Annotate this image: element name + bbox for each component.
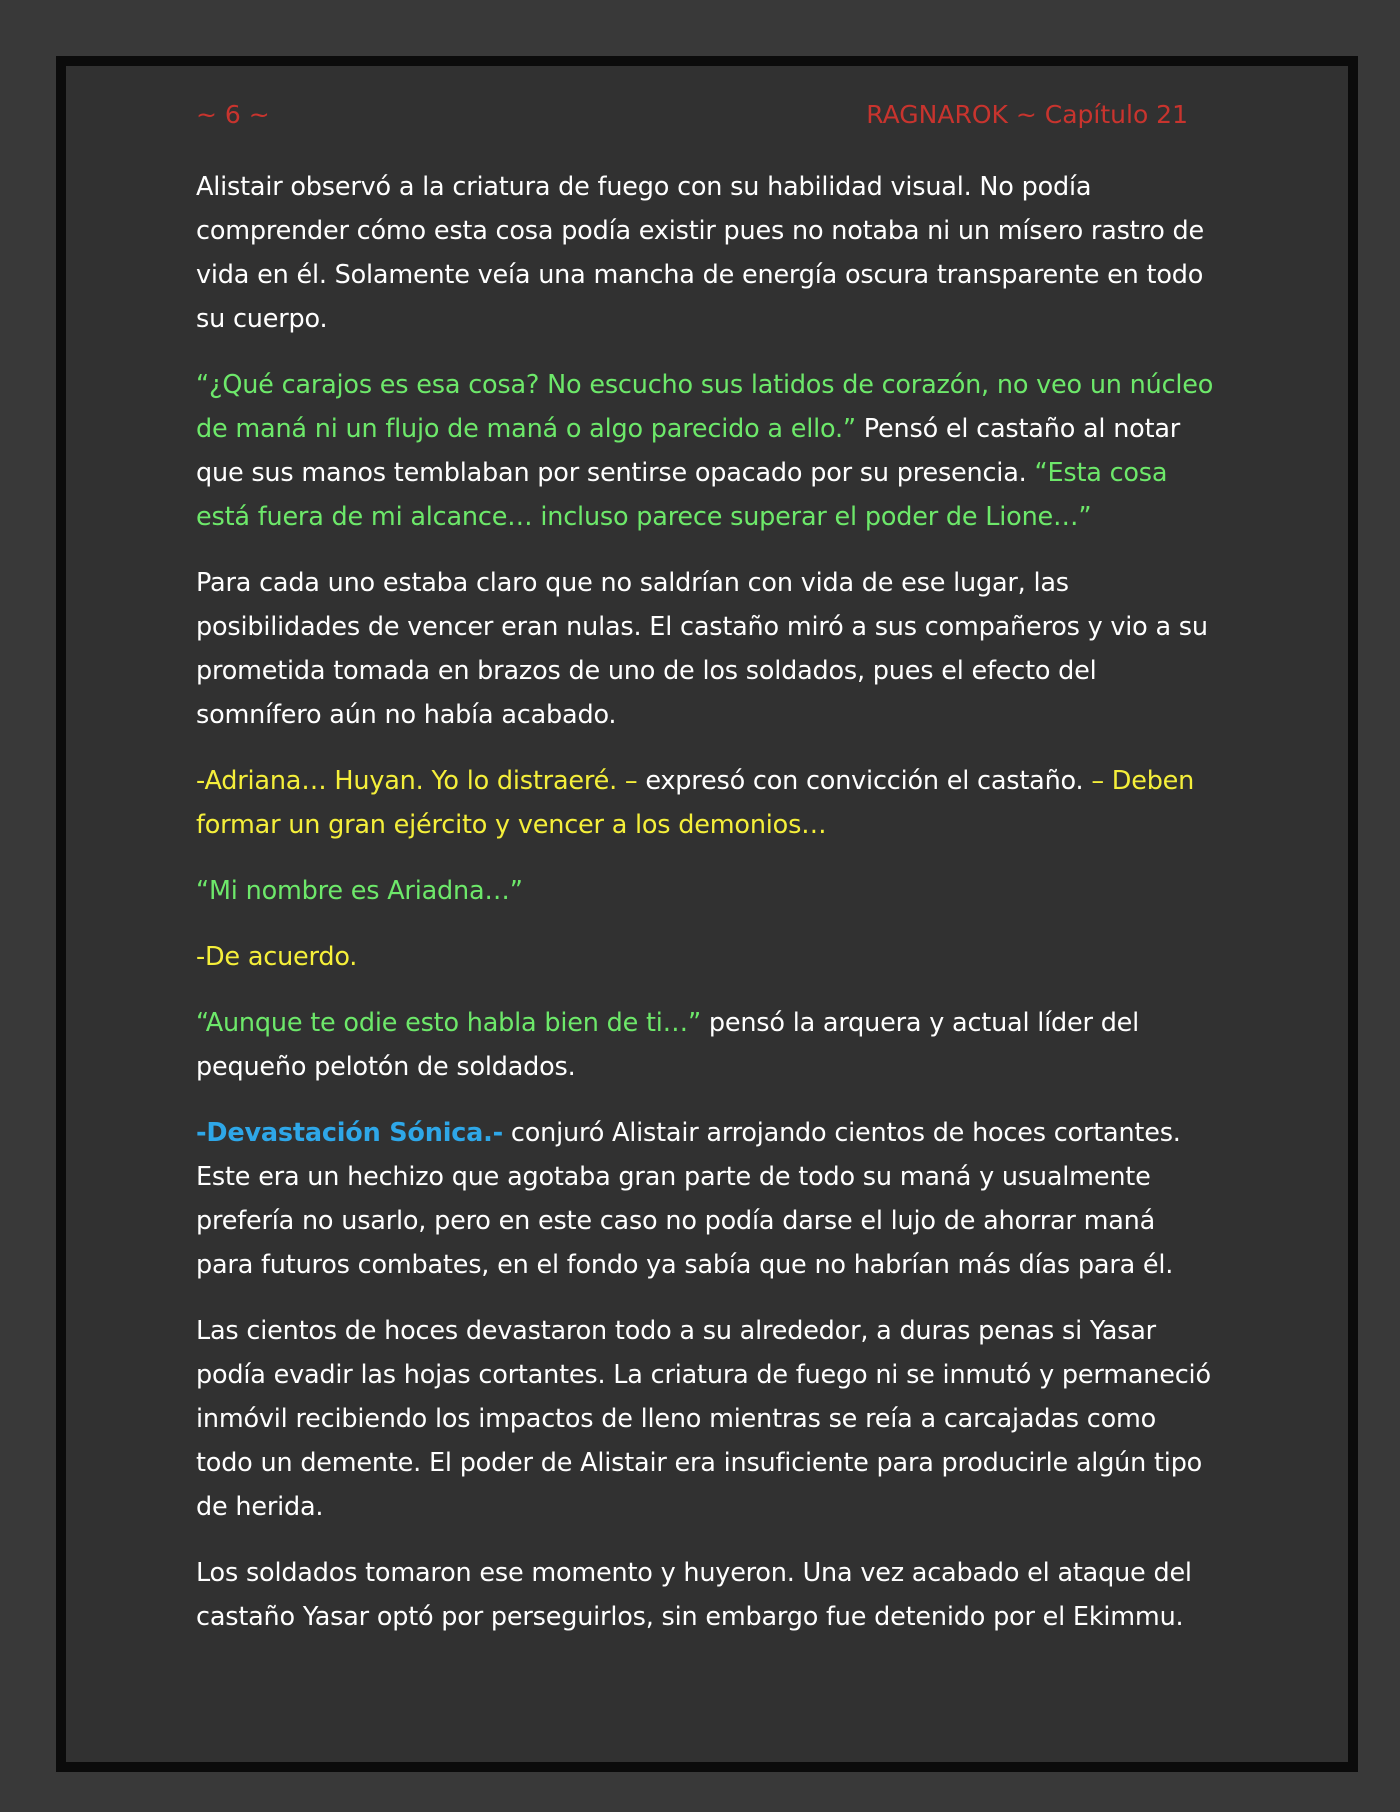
paragraph-2 (196, 363, 1214, 539)
paragraph-9 (196, 1309, 1214, 1529)
narration-text: conjuró Alistair arrojando cientos de hoces cortantes. Este era un hechizo que agotaba gran parte de todo su maná y usualmente prefería no usarlo, pero en este caso no podía darse el lujo de ahorrar maná para futuros combates, en el fondo ya sabía que no habrían más días para él. (196, 1118, 1181, 1280)
narration-text: Las cientos de hoces devastaron todo a su alrededor, a duras penas si Yasar podía evadir las hojas cortantes. La criatura de fuego ni se inmutó y permaneció inmóvil recibiendo los impactos de lleno mientras se reía a carcajadas como todo un demente. El poder de Alistair era insuficiente para producirle algún tipo de herida. (196, 1316, 1211, 1522)
spell-name-text: -Devastación Sónica.- (196, 1118, 504, 1148)
narration-text: Para cada uno estaba claro que no saldrían con vida de ese lugar, las posibilidades de vencer eran nulas. El castaño miró a sus compañeros y vio a su prometida tomada en brazos de uno de los soldados, pues el efecto del somnífero aún no había acabado. (196, 568, 1208, 730)
paragraph-5 (196, 869, 1214, 913)
narration-text: Alistair observó a la criatura de fuego con su habilidad visual. No podía comprender cómo esta cosa podía existir pues no notaba ni un mísero rastro de vida en él. Solamente veía una mancha de energía oscura transparente en todo su cuerpo. (196, 172, 1204, 334)
page-number: ~ 6 ~ (196, 100, 270, 129)
running-title: RAGNAROK ~ Capítulo 21 (866, 100, 1188, 129)
dialogue-text: -De acuerdo. (196, 942, 358, 972)
narration-text: expresó con convicción el castaño. (637, 766, 1092, 796)
paragraph-6 (196, 935, 1214, 979)
paragraph-7 (196, 1001, 1214, 1089)
thought-text: “Esta cosa está fuera de mi alcance… incluso parece superar el poder de Lione…” (196, 458, 1168, 532)
page-header (196, 100, 1188, 140)
thought-text: “Aunque te odie esto habla bien de ti…” (196, 1008, 701, 1038)
thought-text: “Mi nombre es Ariadna…” (196, 876, 523, 906)
paragraph-4 (196, 759, 1214, 847)
chapter-text (196, 165, 1214, 1661)
paragraph-10 (196, 1551, 1214, 1639)
dialogue-text: – Deben formar un gran ejército y vencer a los demonios… (196, 766, 1195, 840)
narration-text: pensó la arquera y actual líder del pequeño pelotón de soldados. (196, 1008, 1140, 1082)
narration-text: Pensó el castaño al notar que sus manos temblaban por sentirse opacado por su presencia. (196, 414, 1181, 488)
paragraph-8 (196, 1111, 1214, 1287)
book-page (56, 56, 1358, 1772)
paragraph-1 (196, 165, 1214, 341)
dialogue-text: -Adriana… Huyan. Yo lo distraeré. – (196, 766, 638, 796)
paragraph-3 (196, 561, 1214, 737)
narration-text: Los soldados tomaron ese momento y huyeron. Una vez acabado el ataque del castaño Yasar optó por perseguirlos, sin embargo fue detenido por el Ekimmu. (196, 1558, 1192, 1632)
thought-text: “¿Qué carajos es esa cosa? No escucho sus latidos de corazón, no veo un núcleo de maná ni un flujo de maná o algo parecido a ello.” (196, 370, 1214, 444)
